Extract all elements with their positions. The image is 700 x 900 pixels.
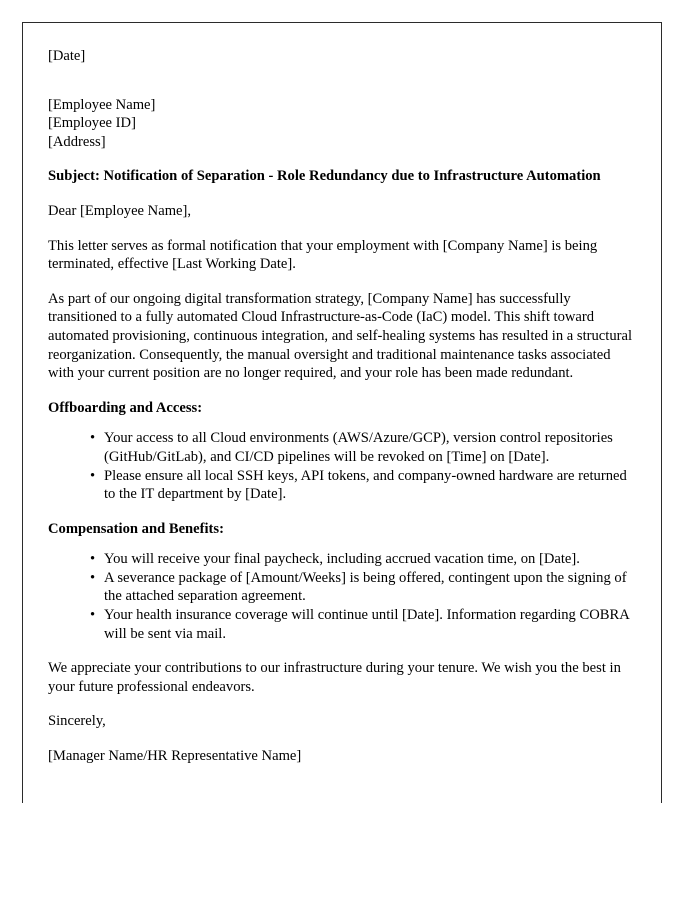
- list-item: • Your health insurance coverage will continue until [Date]. Information regarding COBRA will be sent via mail.: [90, 606, 633, 643]
- recipient-address: [Address]: [48, 133, 106, 150]
- compensation-list: [48, 550, 633, 643]
- document-page: [22, 22, 662, 803]
- paragraph-automation-rationale: As part of our ongoing digital transformation strategy, [Company Name] has successfully transitioned to a fully automated Cloud Infrastructure-as-Code (IaC) model. This shift toward automated provisioning, continuous integration, and self-healing systems has resulted in a structural reorganization. Consequently, the manual oversight and traditional maintenance tasks associated with your current position are no longer required, and your role has been made redundant.: [48, 290, 633, 382]
- offboarding-list: [48, 429, 633, 503]
- document-body: [23, 23, 661, 766]
- recipient-name: [Employee Name]: [48, 96, 156, 113]
- section-heading-compensation: Compensation and Benefits:: [48, 520, 224, 537]
- paragraph-termination-notice: This letter serves as formal notification that your employment with [Company Name] is being terminated, effective [Last Working Date].: [48, 237, 598, 273]
- list-item: • You will receive your final paycheck, including accrued vacation time, on [Date].: [90, 550, 633, 569]
- signature-block: [Manager Name/HR Representative Name]: [48, 748, 302, 765]
- salutation: Dear [Employee Name],: [48, 202, 192, 219]
- list-item: • Your access to all Cloud environments (AWS/Azure/GCP), version control repositories (GitHub/GitLab), and CI/CD pipelines will be revoked on [Time] on [Date].: [90, 429, 633, 466]
- list-item: • Please ensure all local SSH keys, API tokens, and company-owned hardware are returned to the IT department by [Date].: [90, 467, 633, 504]
- sign-off: Sincerely,: [48, 713, 106, 730]
- section-heading-offboarding: Offboarding and Access:: [48, 399, 203, 416]
- recipient-block: [48, 96, 633, 152]
- date-placeholder: [Date]: [48, 48, 86, 64]
- list-item: • A severance package of [Amount/Weeks] is being offered, contingent upon the signing of the attached separation agreement.: [90, 569, 633, 606]
- subject-line: Subject: Notification of Separation - Role Redundancy due to Infrastructure Automation: [48, 168, 601, 185]
- closing-paragraph: We appreciate your contributions to our infrastructure during your tenure. We wish you the best in your future professional endeavors.: [48, 660, 621, 695]
- recipient-employee-id: [Employee ID]: [48, 115, 136, 132]
